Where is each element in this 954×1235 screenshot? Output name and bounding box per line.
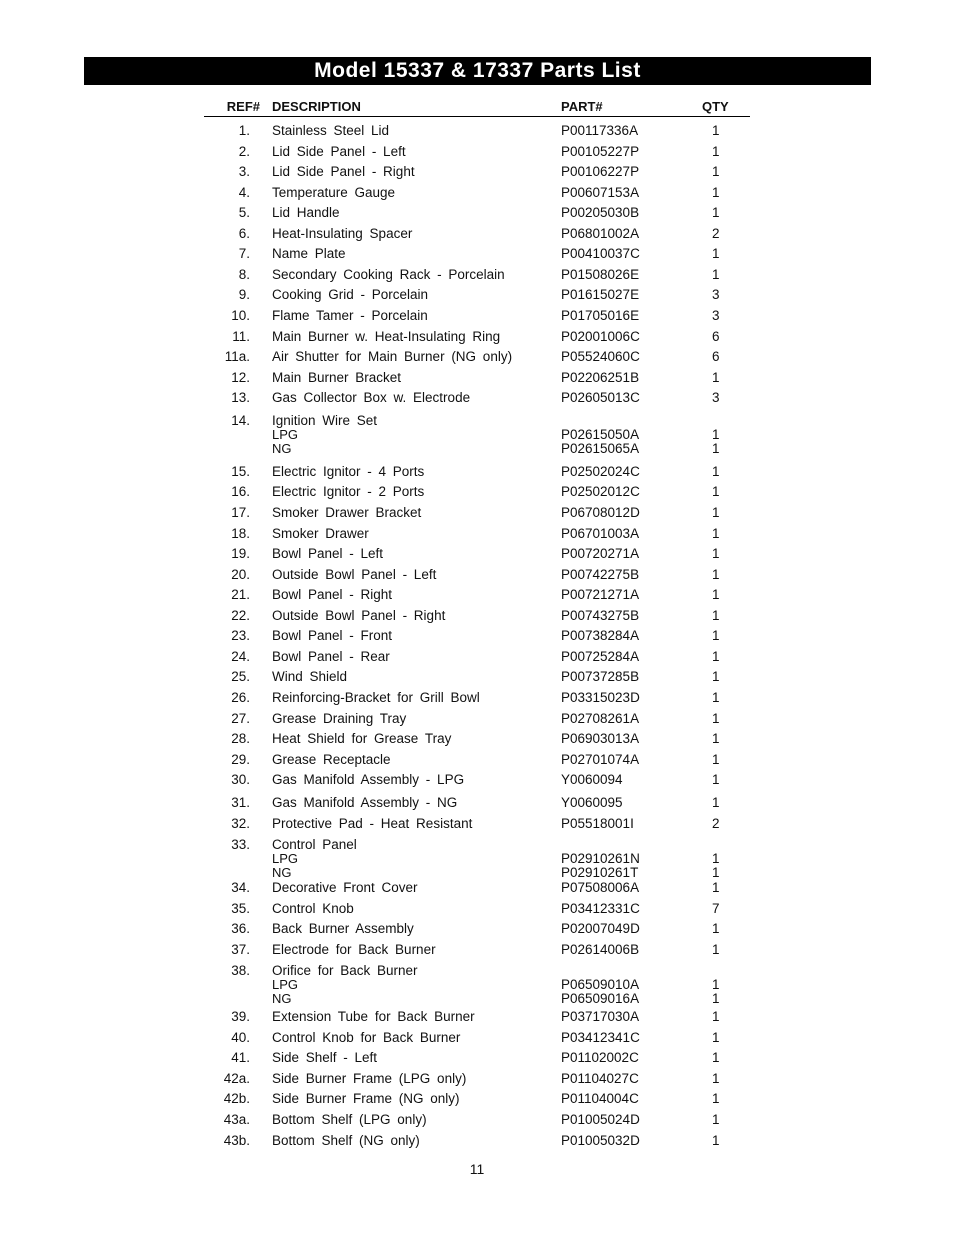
row-description: Back Burner Assembly (272, 921, 414, 936)
row-qty: 1 (712, 267, 720, 282)
row-description: Reinforcing-Bracket for Grill Bowl (272, 690, 480, 705)
row-description: Heat-Insulating Spacer (272, 226, 413, 241)
row-ref: 38. (231, 963, 250, 978)
subrow-qty: 1 (712, 441, 720, 456)
row-part-number: P02206251B (561, 370, 640, 385)
row-qty: 1 (712, 546, 720, 561)
row-description: Main Burner Bracket (272, 370, 402, 385)
row-part-number: P00607153A (561, 185, 640, 200)
row-part-number: P01705016E (561, 308, 640, 323)
row-part-number: P00117336A (561, 123, 639, 138)
row-description: Gas Collector Box w. Electrode (272, 390, 471, 405)
row-ref: 12. (231, 370, 250, 385)
subrow-part-number: P02615065A (561, 441, 640, 456)
row-ref: 42b. (223, 1091, 250, 1106)
subrow-qty: 1 (712, 991, 720, 1006)
row-description: Bowl Panel - Front (272, 628, 393, 643)
row-qty: 1 (712, 1030, 720, 1045)
row-qty: 1 (712, 587, 720, 602)
row-description: Control Panel (272, 837, 357, 852)
subrow-variant: LPG (272, 977, 299, 992)
row-part-number: P01102002C (561, 1050, 639, 1065)
row-description: Side Burner Frame (LPG only) (272, 1071, 467, 1086)
row-description: Bottom Shelf (NG only) (272, 1133, 420, 1148)
row-description: Bowl Panel - Left (272, 546, 384, 561)
row-part-number: P00737285B (561, 669, 640, 684)
row-part-number: P00721271A (561, 587, 640, 602)
subrow-part-number: P02910261N (561, 851, 640, 866)
row-description: Secondary Cooking Rack - Porcelain (272, 267, 505, 282)
row-part-number: P01005032D (561, 1133, 640, 1148)
row-ref: 22. (231, 608, 250, 623)
row-ref: 3. (238, 164, 250, 179)
row-description: Lid Handle (272, 205, 340, 220)
row-qty: 1 (712, 205, 720, 220)
row-description: Electric Ignitor - 4 Ports (272, 464, 425, 479)
row-ref: 6. (238, 226, 250, 241)
row-description: Main Burner w. Heat-Insulating Ring (272, 329, 501, 344)
row-qty: 1 (712, 921, 720, 936)
row-part-number: P01005024D (561, 1112, 640, 1127)
row-ref: 9. (238, 287, 250, 302)
row-part-number: P00742275B (561, 567, 640, 582)
row-ref: 20. (231, 567, 250, 582)
row-qty: 1 (712, 752, 720, 767)
header-description: DESCRIPTION (272, 99, 361, 114)
row-ref: 32. (231, 816, 250, 831)
row-part-number: P05524060C (561, 349, 640, 364)
row-qty: 1 (712, 567, 720, 582)
subrow-qty: 1 (712, 851, 720, 866)
row-qty: 1 (712, 484, 720, 499)
subrow-variant: LPG (272, 427, 299, 442)
row-ref: 40. (231, 1030, 250, 1045)
row-ref: 35. (231, 901, 250, 916)
row-description: Lid Side Panel - Right (272, 164, 415, 179)
row-part-number: P03717030A (561, 1009, 640, 1024)
row-part-number: P02007049D (561, 921, 640, 936)
row-part-number: P00105227P (561, 144, 640, 159)
row-ref: 39. (231, 1009, 250, 1024)
row-qty: 1 (712, 711, 720, 726)
row-description: Wind Shield (272, 669, 348, 684)
row-description: Extension Tube for Back Burner (272, 1009, 475, 1024)
row-part-number: P05518001I (561, 816, 634, 831)
row-part-number: P00410037C (561, 246, 640, 261)
row-part-number: P01104004C (561, 1091, 639, 1106)
row-qty: 1 (712, 772, 720, 787)
row-description: Outside Bowl Panel - Left (272, 567, 437, 582)
row-qty: 3 (712, 390, 720, 405)
row-ref: 1. (238, 123, 250, 138)
row-ref: 16. (231, 484, 250, 499)
row-ref: 13. (231, 390, 250, 405)
row-ref: 7. (238, 246, 250, 261)
row-qty: 1 (712, 370, 720, 385)
row-ref: 5. (238, 205, 250, 220)
row-ref: 19. (231, 546, 250, 561)
row-qty: 1 (712, 628, 720, 643)
row-qty: 2 (712, 816, 720, 831)
row-description: Smoker Drawer (272, 526, 369, 541)
header-qty: QTY (702, 99, 729, 114)
row-description: Heat Shield for Grease Tray (272, 731, 452, 746)
row-ref: 27. (231, 711, 250, 726)
row-ref: 4. (238, 185, 250, 200)
row-ref: 8. (238, 267, 250, 282)
row-qty: 1 (712, 246, 720, 261)
row-description: Side Shelf - Left (272, 1050, 378, 1065)
row-ref: 23. (231, 628, 250, 643)
row-ref: 34. (231, 880, 250, 895)
row-description: Control Knob (272, 901, 354, 916)
row-part-number: P06701003A (561, 526, 640, 541)
row-part-number: Y0060094 (561, 772, 623, 787)
row-qty: 1 (712, 1050, 720, 1065)
subrow-variant: NG (272, 441, 292, 456)
row-part-number: P02502024C (561, 464, 640, 479)
row-part-number: P06903013A (561, 731, 640, 746)
subrow-variant: NG (272, 865, 292, 880)
row-qty: 1 (712, 942, 720, 957)
row-ref: 21. (231, 587, 250, 602)
row-description: Temperature Gauge (272, 185, 396, 200)
row-ref: 24. (231, 649, 250, 664)
row-part-number: P02614006B (561, 942, 640, 957)
row-ref: 43a. (223, 1112, 250, 1127)
row-part-number: P00725284A (561, 649, 640, 664)
row-part-number: P03412331C (561, 901, 640, 916)
row-description: Ignition Wire Set (272, 413, 378, 428)
subrow-qty: 1 (712, 865, 720, 880)
row-description: Bottom Shelf (LPG only) (272, 1112, 427, 1127)
row-part-number: P02708261A (561, 711, 640, 726)
row-ref: 42a. (223, 1071, 250, 1086)
row-qty: 1 (712, 649, 720, 664)
subrow-part-number: P06509016A (561, 991, 640, 1006)
page-title: Model 15337 & 17337 Parts List (314, 59, 641, 82)
row-ref: 36. (231, 921, 250, 936)
row-part-number: P01615027E (561, 287, 640, 302)
row-part-number: P06801002A (561, 226, 640, 241)
row-part-number: P07508006A (561, 880, 640, 895)
row-qty: 1 (712, 1071, 720, 1086)
row-part-number: P00743275B (561, 608, 640, 623)
row-ref: 28. (231, 731, 250, 746)
header-part: PART# (561, 99, 603, 114)
row-qty: 1 (712, 608, 720, 623)
row-part-number: P01104027C (561, 1071, 639, 1086)
row-qty: 1 (712, 185, 720, 200)
subrow-part-number: P06509010A (561, 977, 640, 992)
row-part-number: P02502012C (561, 484, 640, 499)
subrow-part-number: P02910261T (561, 865, 639, 880)
row-description: Grease Draining Tray (272, 711, 407, 726)
row-ref: 2. (238, 144, 250, 159)
row-part-number: P01508026E (561, 267, 640, 282)
row-ref: 15. (231, 464, 250, 479)
row-part-number: P06708012D (561, 505, 640, 520)
row-ref: 25. (231, 669, 250, 684)
subrow-part-number: P02615050A (561, 427, 640, 442)
subrow-qty: 1 (712, 427, 720, 442)
row-ref: 10. (231, 308, 250, 323)
row-qty: 1 (712, 731, 720, 746)
row-qty: 1 (712, 669, 720, 684)
row-part-number: P02605013C (561, 390, 640, 405)
row-qty: 2 (712, 226, 720, 241)
page-number: 11 (469, 1161, 485, 1177)
row-description: Smoker Drawer Bracket (272, 505, 422, 520)
row-part-number: Y0060095 (561, 795, 623, 810)
row-ref: 29. (231, 752, 250, 767)
row-qty: 1 (712, 505, 720, 520)
row-ref: 31. (231, 795, 250, 810)
row-part-number: P03315023D (561, 690, 640, 705)
row-description: Decorative Front Cover (272, 880, 418, 895)
row-part-number: P00738284A (561, 628, 640, 643)
row-ref: 14. (231, 413, 250, 428)
row-qty: 1 (712, 1133, 720, 1148)
row-ref: 30. (231, 772, 250, 787)
row-description: Protective Pad - Heat Resistant (272, 816, 473, 831)
row-qty: 3 (712, 308, 720, 323)
row-description: Side Burner Frame (NG only) (272, 1091, 460, 1106)
row-ref: 33. (231, 837, 250, 852)
row-qty: 6 (712, 349, 720, 364)
row-qty: 3 (712, 287, 720, 302)
row-qty: 1 (712, 1112, 720, 1127)
row-ref: 43b. (223, 1133, 250, 1148)
row-description: Lid Side Panel - Left (272, 144, 406, 159)
header-ref: REF# (226, 99, 260, 114)
row-description: Flame Tamer - Porcelain (272, 308, 428, 323)
subrow-variant: LPG (272, 851, 299, 866)
row-description: Grease Receptacle (272, 752, 391, 767)
row-ref: 18. (231, 526, 250, 541)
row-qty: 1 (712, 1009, 720, 1024)
row-part-number: P02701074A (561, 752, 640, 767)
subrow-qty: 1 (712, 977, 720, 992)
row-qty: 7 (712, 901, 720, 916)
row-description: Bowl Panel - Rear (272, 649, 390, 664)
row-qty: 1 (712, 880, 720, 895)
row-part-number: P00720271A (561, 546, 640, 561)
row-ref: 17. (231, 505, 250, 520)
row-qty: 1 (712, 690, 720, 705)
row-description: Outside Bowl Panel - Right (272, 608, 446, 623)
row-qty: 1 (712, 526, 720, 541)
row-ref: 26. (231, 690, 250, 705)
row-part-number: P00205030B (561, 205, 640, 220)
row-description: Gas Manifold Assembly - LPG (272, 772, 465, 787)
row-qty: 6 (712, 329, 720, 344)
row-description: Orifice for Back Burner (272, 963, 418, 978)
subrow-variant: NG (272, 991, 292, 1006)
row-qty: 1 (712, 464, 720, 479)
row-qty: 1 (712, 1091, 720, 1106)
row-ref: 41. (231, 1050, 250, 1065)
row-description: Electric Ignitor - 2 Ports (272, 484, 425, 499)
row-part-number: P03412341C (561, 1030, 640, 1045)
row-description: Gas Manifold Assembly - NG (272, 795, 458, 810)
row-description: Bowl Panel - Right (272, 587, 393, 602)
row-qty: 1 (712, 164, 720, 179)
row-qty: 1 (712, 123, 720, 138)
row-part-number: P00106227P (561, 164, 640, 179)
row-qty: 1 (712, 144, 720, 159)
row-ref: 37. (231, 942, 250, 957)
row-description: Air Shutter for Main Burner (NG only) (272, 349, 513, 364)
row-part-number: P02001006C (561, 329, 640, 344)
row-qty: 1 (712, 795, 720, 810)
row-ref: 11. (232, 329, 250, 344)
row-description: Cooking Grid - Porcelain (272, 287, 429, 302)
row-ref: 11a. (224, 349, 250, 364)
row-description: Stainless Steel Lid (272, 123, 390, 138)
row-description: Electrode for Back Burner (272, 942, 436, 957)
row-description: Name Plate (272, 246, 346, 261)
row-description: Control Knob for Back Burner (272, 1030, 461, 1045)
